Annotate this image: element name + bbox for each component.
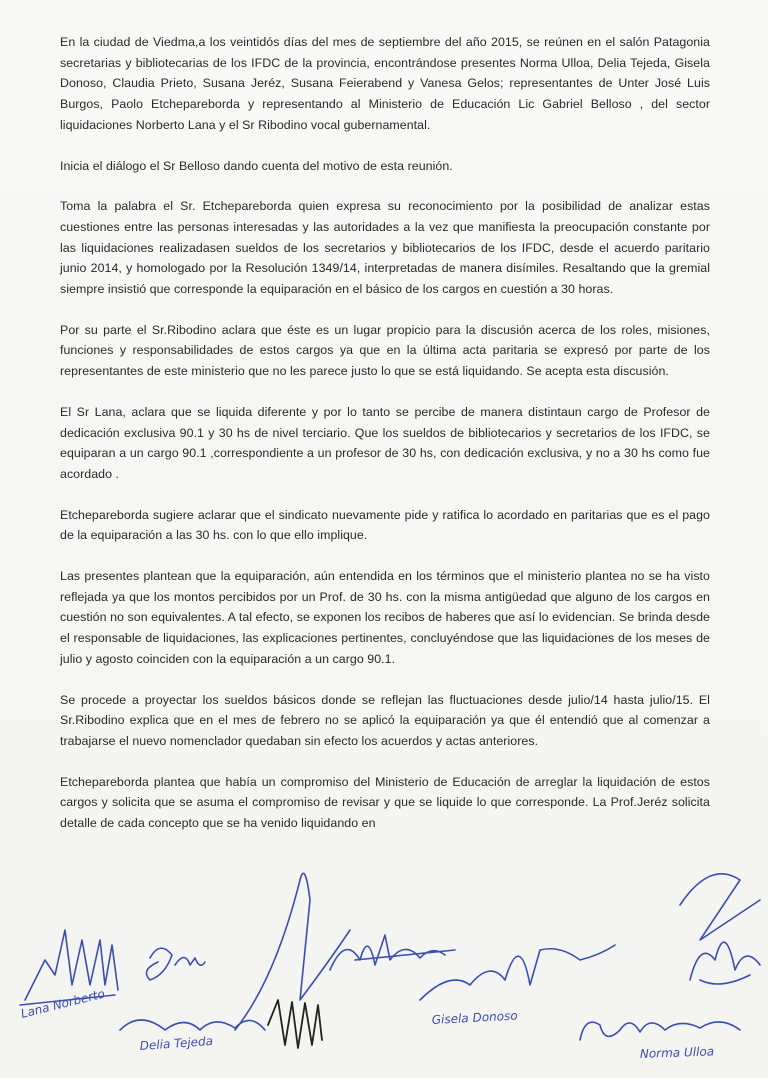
paragraph-salary-projection: Se procede a proyectar los sueldos básicos donde se reflejan las fluctuaciones desde julio/14 hasta julio/15. El Sr.Ribodino explica que en el mes de febrero no se aplicó la equiparación ya que él entendió que al comenzar a trabajarse el nuevo nomenclador quedaban sin efecto los acuerdos y actas anteriores. (60, 692, 710, 748)
signature-1-scribble (20, 930, 118, 1005)
signature-name-4: Norma Ulloa (639, 1044, 715, 1061)
signature-name-3: Gisela Donoso (431, 1008, 518, 1027)
paragraph-lana-statement: El Sr Lana, aclara que se liquida diferente y por lo tanto se percibe de manera distintaun cargo de Profesor de dedicación exclusiva 90.1 y 30 hs de nivel terciario. Que los sueldos de bibliotecarios y secretarios de los IFDC, se equiparan a un cargo 90.1 ,correspondiente a un profesor de 30 hs, con dedicación exclusiva, y no a 30 hs como fue acordado . (60, 404, 710, 481)
document-body (60, 32, 710, 854)
signature-8-scribble (680, 874, 760, 940)
signature-4-stroke (235, 873, 350, 1030)
signature-9-scribble (580, 1022, 740, 1040)
paragraph-ministry-commitment: Etchepareborda plantea que había un compromiso del Ministerio de Educación de arreglar la liquidación de estos cargos y solicita que se asuma el compromiso de revisar y que se liquide lo que corresponde. La Prof.Jeréz solicita detalle de cada concepto que se ha venido liquidando en (60, 774, 710, 831)
paragraph-union-ratification: Etchepareborda sugiere aclarar que el sindicato nuevamente pide y ratifica lo acordado en paritarias que es el pago de la equiparación a las 30 hs. con lo que ello implique. (60, 507, 710, 543)
signature-5-scribble (330, 935, 455, 970)
paragraph-ribodino-statement: Por su parte el Sr.Ribodino aclara que éste es un lugar propicio para la discusión acerca de los roles, misiones, funciones y responsabilidades de estos cargos ya que en la última acta paritaria se expresó por parte de los representantes de este ministerio que no les parece justo lo que se está liquidando. Se acepta esta discusión. (60, 322, 710, 379)
paragraph-dialogue-start: Inicia el diálogo el Sr Belloso dando cuenta del motivo de esta reunión. (60, 158, 453, 173)
signature-name-1: Lana Norberto (19, 986, 107, 1021)
paragraph-etchepareborda-statement: Toma la palabra el Sr. Etchepareborda quien expresa su reconocimiento por la posibilidad de analizar estas cuestiones entre las personas interesadas y las autoridades a la vez que manifiesta la preocupación constante por las liquidaciones realizadasen sueldos de los secretarios y bibliotecarios de los IFDC, desde el acuerdo paritario junio 2014, y homologado por la Resolución 1349/14, interpretadas de manera disímiles. Resaltando que la gremial siempre insistió que corresponde la equiparación en el básico de los cargos en cuestión a 30 horas. (60, 199, 710, 297)
signature-7-scribble (690, 942, 760, 984)
signature-3-scribble (120, 1020, 265, 1030)
signature-6-scribble (420, 945, 615, 1000)
signature-2-scribble (146, 948, 205, 980)
signature-name-2: Delia Tejeda (139, 1033, 214, 1053)
paragraph-participants-claim: Las presentes plantean que la equiparación, aún entendida en los términos que el ministerio plantea no se ha visto reflejada ya que los montos percibidos por un Prof. de 30 hs. con la misma antigüedad que alguno de los cargos en cuestión no son equivalentes. A tal efecto, se exponen los recibos de haberes que así lo evidencian. Se brinda desde el responsable de liquidaciones, las explicaciones pertinentes, concluyéndose que las liquidaciones de los meses de julio y agosto coinciden con la equiparación a un cargo 90.1. (60, 569, 710, 666)
signature-dark-scribble (268, 1000, 322, 1048)
paragraph-meeting-opening: En la ciudad de Viedma,a los veintidós días del mes de septiembre del año 2015, se reúnen en el salón Patagonia secretarias y bibliotecarias de los IFDC de la provincia, encontrándose presentes Norma Ulloa, Delia Tejeda, Gisela Donoso, Claudia Prieto, Susana Jeréz, Susana Feierabend y Vanesa Gelos; representantes de Unter José Luis Burgos, Paolo Etchepareborda y representando al Ministerio de Educación Lic Gabriel Belloso , del sector liquidaciones Norberto Lana y el Sr Ribodino vocal gubernamental. (60, 35, 710, 132)
